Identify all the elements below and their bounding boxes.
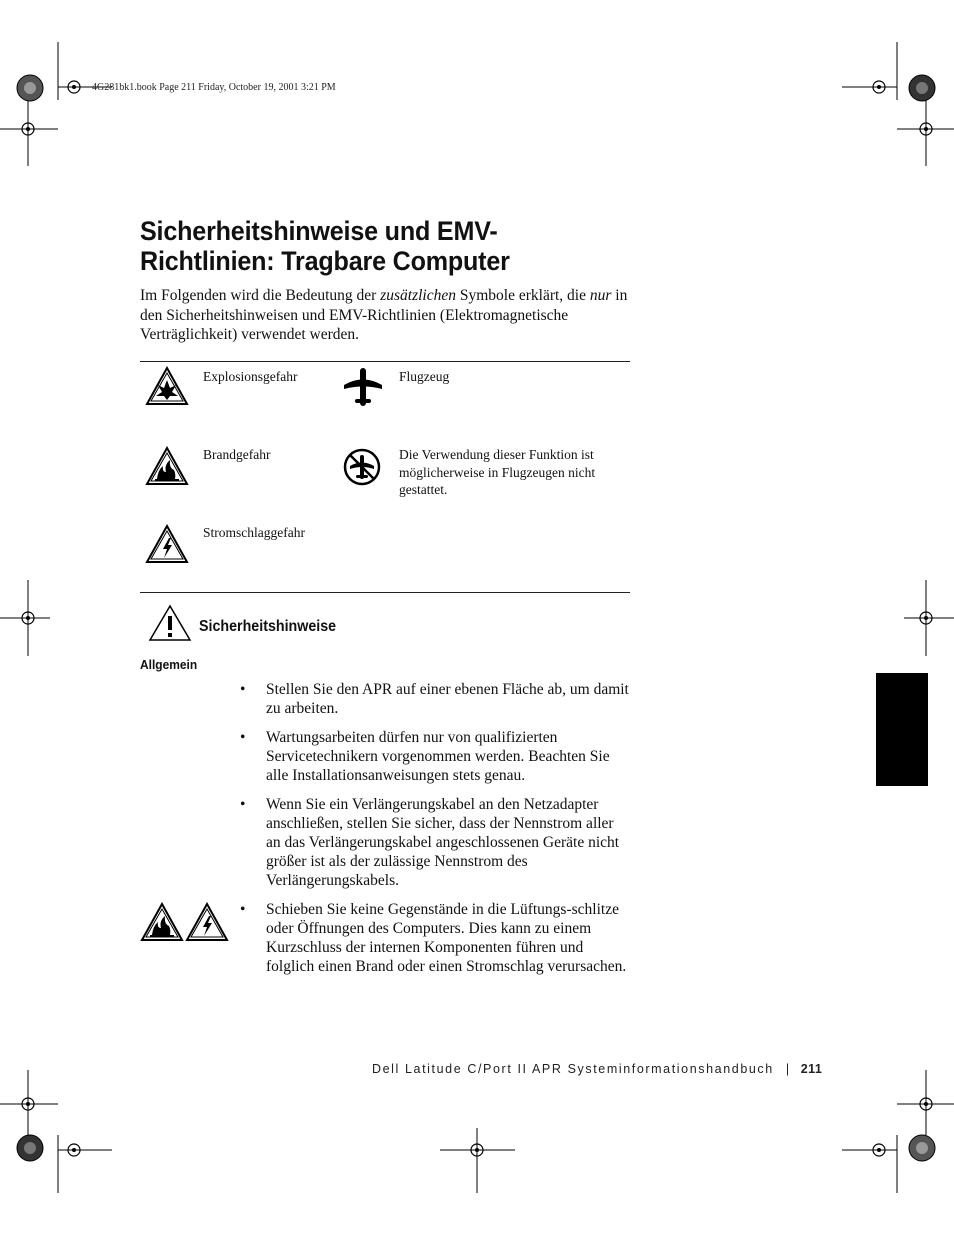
bullet-marker: • bbox=[240, 729, 246, 746]
divider-top bbox=[140, 361, 630, 362]
list-item bbox=[240, 680, 630, 718]
list-item-text: Wenn Sie ein Verlängerungskabel an den Netzadapter anschließen, stellen Sie sicher, dass der Nennstrom aller an das Verlängerungskabel angeschlossenen Geräte nicht größer ist als der zulässige Nennstrom des Verlängerungskabels. bbox=[266, 796, 620, 889]
intro-emphasis-1: zusätzlichen bbox=[380, 287, 456, 304]
title-line-2: Richtlinien: Tragbare Computer bbox=[140, 246, 510, 276]
bullet-marker: • bbox=[240, 901, 246, 918]
intro-emphasis-2: nur bbox=[589, 287, 612, 304]
shock-icon bbox=[145, 524, 189, 564]
subheading: Allgemein bbox=[140, 657, 198, 672]
list-item bbox=[240, 900, 630, 976]
divider-bottom bbox=[140, 592, 630, 593]
aircraft-icon bbox=[342, 366, 384, 408]
explosion-label: Explosionsgefahr bbox=[203, 369, 298, 384]
section-thumb-tab bbox=[876, 673, 928, 786]
fire-label: Brandgefahr bbox=[203, 447, 271, 462]
caution-icon bbox=[148, 604, 192, 642]
print-slug: 4G281bk1.book Page 211 Friday, October 19, 2001 3:21 PM bbox=[92, 82, 336, 93]
list-item-text: Stellen Sie den APR auf einer ebenen Fläche ab, um damit zu arbeiten. bbox=[266, 681, 629, 717]
footer-book-title: Dell Latitude C/Port II APR Systeminformationshandbuch bbox=[372, 1062, 774, 1076]
list-item-text: Schieben Sie keine Gegenstände in die Lüftungs-schlitze oder Öffnungen des Computers. Dies kann zu einem Kurzschluss der internen Komponenten führen und folglich einen Brand oder einen Stromschlag verursachen. bbox=[266, 901, 627, 975]
shock-label: Stromschlaggefahr bbox=[203, 525, 305, 540]
shock-warning-icon bbox=[185, 902, 229, 942]
fire-warning-icon bbox=[140, 902, 184, 942]
bullet-marker: • bbox=[240, 681, 246, 698]
intro-text-3: in den Sicherheitshinweisen und EMV-Richtlinien (Elektromagnetische Verträglichkeit) verwendet werden. bbox=[140, 287, 628, 343]
bullet-marker: • bbox=[240, 796, 246, 813]
explosion-icon bbox=[145, 366, 189, 406]
no-aircraft-icon bbox=[342, 447, 382, 487]
intro-paragraph bbox=[140, 286, 635, 345]
safety-list bbox=[240, 680, 630, 986]
list-item-text: Wartungsarbeiten dürfen nur von qualifizierten Servicetechnikern vorgenommen werden. Beachten Sie alle Installationsanweisungen stets genau. bbox=[266, 729, 610, 784]
section-heading: Sicherheitshinweise bbox=[199, 618, 337, 635]
page-footer bbox=[372, 1062, 822, 1076]
intro-text-2: Symbole erklärt, die bbox=[455, 287, 590, 304]
aircraft-label: Flugzeug bbox=[399, 369, 450, 384]
footer-separator: | bbox=[785, 1062, 791, 1076]
intro-text-1: Im Folgenden wird die Bedeutung der bbox=[140, 287, 381, 304]
list-item bbox=[240, 728, 630, 785]
page-title bbox=[140, 216, 624, 276]
title-line-1: Sicherheitshinweise und EMV- bbox=[140, 216, 498, 246]
page-number: 211 bbox=[800, 1062, 823, 1076]
no-aircraft-label: Die Verwendung dieser Funktion ist möglicherweise in Flugzeugen nicht gestattet. bbox=[399, 447, 596, 497]
fire-icon bbox=[145, 446, 189, 486]
list-item bbox=[240, 795, 630, 890]
